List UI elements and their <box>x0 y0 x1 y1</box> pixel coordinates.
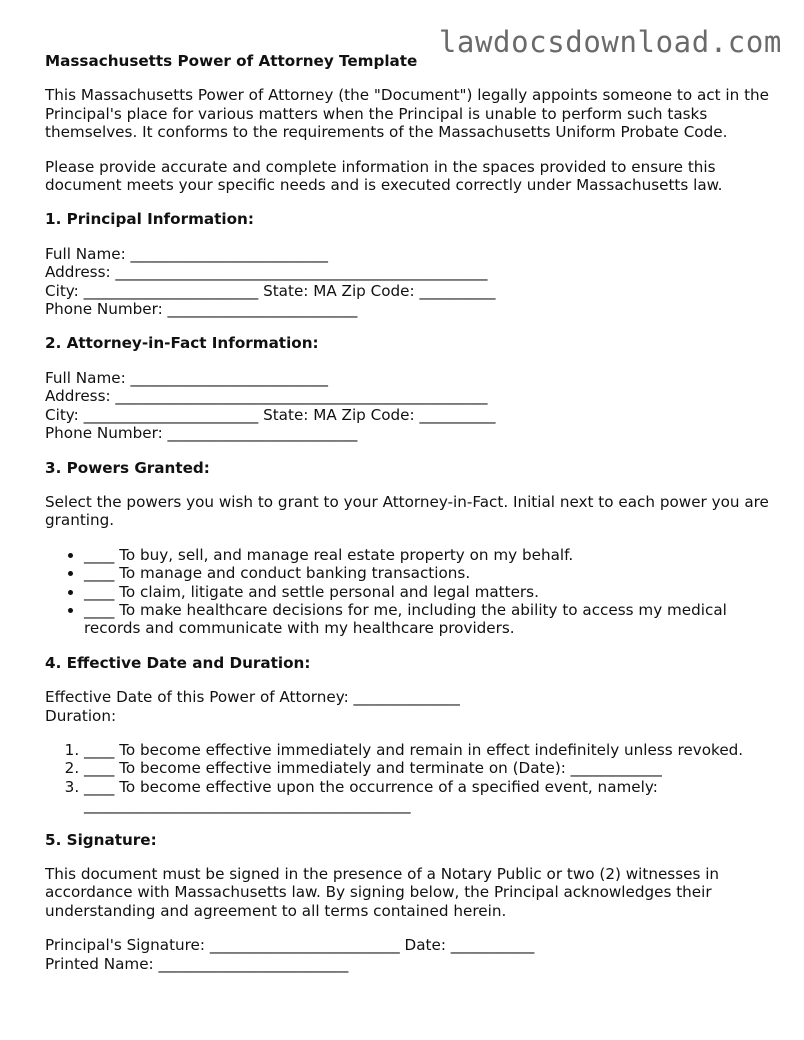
document-body <box>45 52 775 973</box>
signature-heading: 5. Signature: <box>45 830 157 849</box>
intro-paragraph-1: This Massachusetts Power of Attorney (the "Document") legally appoints someone to act in the Principal's place for various matters when the Principal is unable to perform such tasks themselves. It conforms to the requirements of the Massachusetts Uniform Probate Code. <box>45 86 770 142</box>
power-item-healthcare[interactable]: • ____ To make healthcare decisions for me, including the ability to access my medical records and communicate with my healthcare providers. <box>84 601 775 638</box>
attorney-address-field[interactable]: Address: _________________________________________________ <box>45 387 488 406</box>
intro-paragraph-2: Please provide accurate and complete information in the spaces provided to ensure this document meets your specific needs and is executed correctly under Massachusetts law. <box>45 157 723 195</box>
principal-fields <box>45 245 775 319</box>
duration-label: Duration: <box>45 706 117 725</box>
power-item-real-estate[interactable]: • ____ To buy, sell, and manage real estate property on my behalf. <box>84 546 775 564</box>
principal-signature-field[interactable]: Principal's Signature: _________________________ Date: ___________ <box>45 936 535 955</box>
powers-list <box>45 546 775 638</box>
effective-section <box>45 654 775 815</box>
principal-full-name-field[interactable]: Full Name: __________________________ <box>45 244 328 263</box>
signature-fields <box>45 936 775 973</box>
duration-option-indefinite[interactable]: 1. ____ To become effective immediately and remain in effect indefinitely unless revoked. <box>84 741 775 759</box>
attorney-city-state-zip-field[interactable]: City: _______________________ State: MA Zip Code: __________ <box>45 405 496 424</box>
powers-heading: 3. Powers Granted: <box>45 458 210 477</box>
duration-options-list <box>45 741 775 815</box>
power-item-legal[interactable]: • ____ To claim, litigate and settle personal and legal matters. <box>84 583 775 601</box>
effective-date-field[interactable]: Effective Date of this Power of Attorney: ______________ <box>45 688 460 707</box>
printed-name-field[interactable]: Printed Name: _________________________ <box>45 954 349 973</box>
document-title: Massachusetts Power of Attorney Template <box>45 52 418 70</box>
principal-section <box>45 210 775 318</box>
power-item-banking[interactable]: • ____ To manage and conduct banking transactions. <box>84 564 775 582</box>
powers-section <box>45 459 775 638</box>
duration-option-specified-event[interactable]: 3. ____ To become effective upon the occurrence of a specified event, namely: ___________________________________________ <box>84 778 775 815</box>
principal-address-field[interactable]: Address: _________________________________________________ <box>45 263 488 282</box>
site-watermark: lawdocsdownload.com <box>438 25 782 59</box>
effective-heading: 4. Effective Date and Duration: <box>45 653 311 672</box>
duration-option-terminate-date[interactable]: 2. ____ To become effective immediately and terminate on (Date): ____________ <box>84 759 775 777</box>
principal-city-state-zip-field[interactable]: City: _______________________ State: MA Zip Code: __________ <box>45 281 496 300</box>
principal-heading: 1. Principal Information: <box>45 210 254 229</box>
powers-instructions: Select the powers you wish to grant to your Attorney-in-Fact. Initial next to each power you are granting. <box>45 492 769 530</box>
principal-phone-field[interactable]: Phone Number: _________________________ <box>45 300 358 319</box>
signature-text: This document must be signed in the presence of a Notary Public or two (2) witnesses in accordance with Massachusetts law. By signing below, the Principal acknowledges their understanding and agreement to all terms contained herein. <box>45 865 720 920</box>
signature-section <box>45 831 775 973</box>
attorney-full-name-field[interactable]: Full Name: __________________________ <box>45 368 328 387</box>
effective-fields <box>45 688 775 725</box>
attorney-heading: 2. Attorney-in-Fact Information: <box>45 334 319 353</box>
attorney-fields <box>45 369 775 443</box>
attorney-phone-field[interactable]: Phone Number: _________________________ <box>45 424 358 443</box>
attorney-section <box>45 334 775 442</box>
